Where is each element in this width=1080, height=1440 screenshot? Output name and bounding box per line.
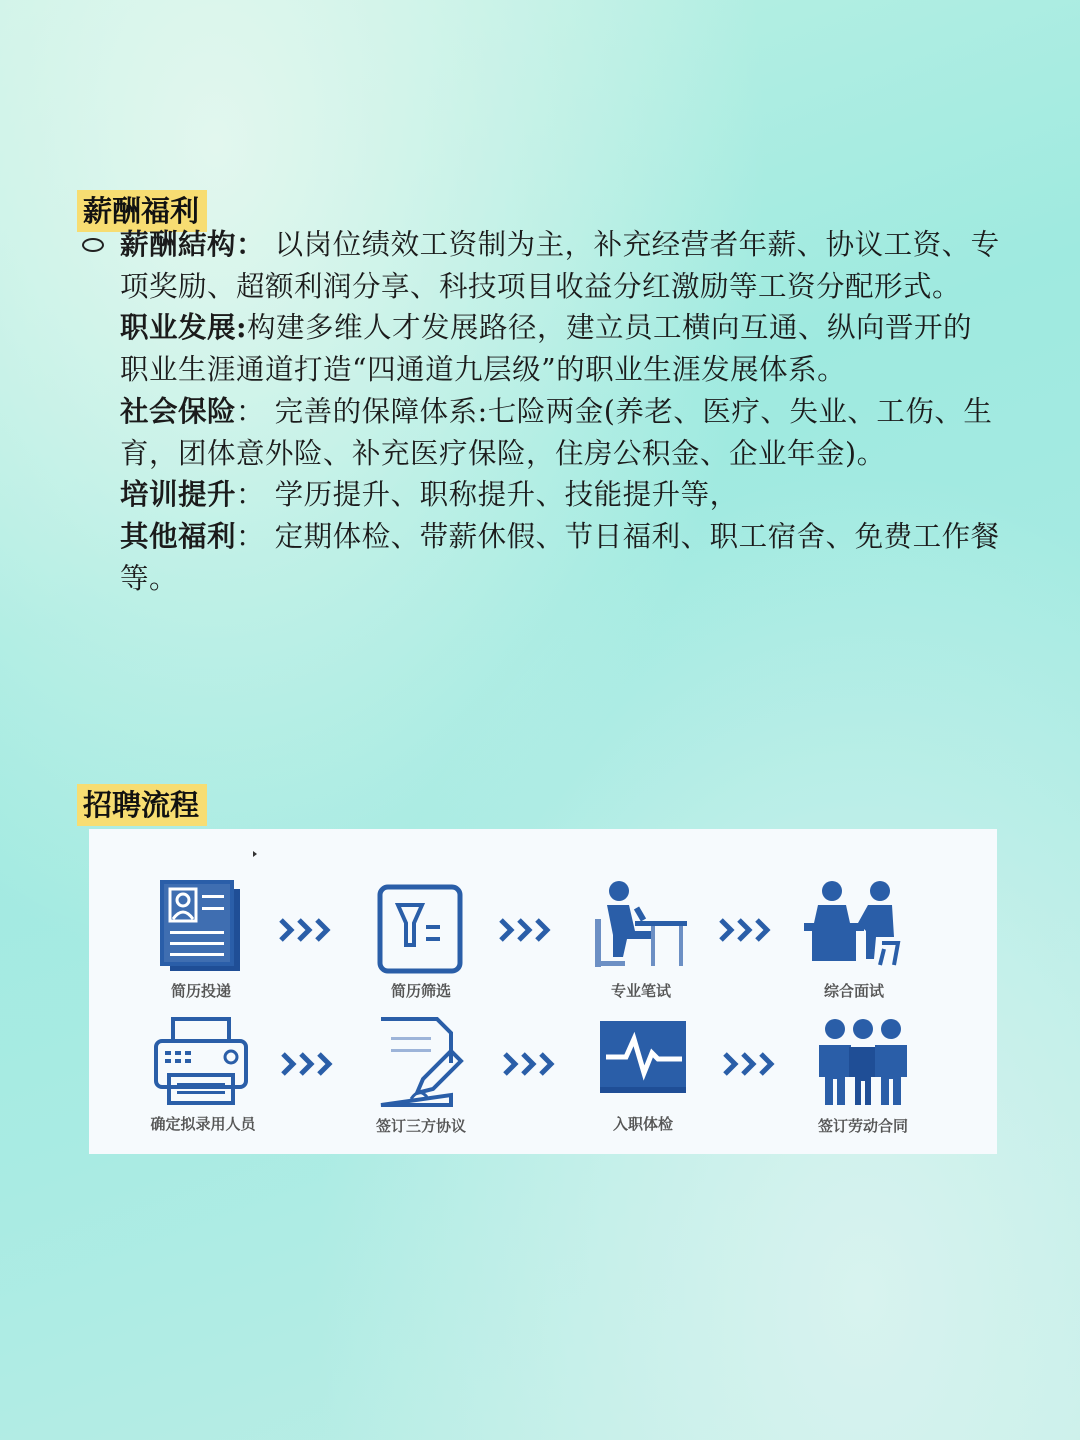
flow-step bbox=[551, 879, 731, 1001]
step-label: 专业笔试 bbox=[610, 982, 671, 1000]
step-label: 入职体检 bbox=[612, 1115, 673, 1133]
process-section-title: 招聘流程 bbox=[77, 784, 207, 826]
benefit-item bbox=[120, 474, 1000, 516]
step-label: 确定拟录用人员 bbox=[150, 1115, 256, 1133]
benefit-text: 学历提升、职称提升、技能提升等， bbox=[274, 478, 739, 512]
benefit-item bbox=[120, 224, 1000, 307]
benefit-separator: ： bbox=[236, 227, 266, 261]
step-label: 综合面试 bbox=[823, 982, 884, 1000]
triple-chevron-icon bbox=[501, 1049, 561, 1079]
benefit-separator: ： bbox=[236, 478, 266, 512]
benefit-separator: ： bbox=[236, 394, 266, 428]
triple-chevron-icon bbox=[277, 915, 337, 945]
resume-icon bbox=[156, 879, 246, 974]
benefit-separator: ： bbox=[236, 519, 266, 553]
flow-step bbox=[764, 879, 944, 1001]
benefit-text: 以岗位绩效工资制为主，补充经营者年薪、协议工资、专项奖励、超额利润分享、科技项目收益分红激励等工资分配形式。 bbox=[120, 228, 1000, 303]
document-filter-icon bbox=[376, 879, 466, 974]
benefit-label: 其他福利 bbox=[120, 518, 237, 553]
printer-icon bbox=[153, 1017, 253, 1107]
benefit-label: 社会保险 bbox=[120, 393, 237, 428]
flow-step bbox=[331, 879, 511, 1001]
benefits-list bbox=[120, 224, 1000, 599]
small-marker-icon bbox=[253, 851, 257, 857]
health-monitor-icon bbox=[598, 1017, 688, 1107]
written-test-icon bbox=[591, 879, 691, 974]
benefit-label: 职业发展 bbox=[120, 310, 237, 345]
flow-step bbox=[111, 879, 291, 1001]
step-label: 简历投递 bbox=[170, 982, 231, 1000]
flow-step bbox=[113, 1017, 293, 1134]
step-label: 签订三方协议 bbox=[375, 1117, 466, 1135]
benefit-text: 构建多维人才发展路径，建立员工横向互通、纵向晋开的职业生涯通道打造“四通道九层级”的职业生涯发展体系。 bbox=[120, 311, 973, 387]
step-label: 简历筛选 bbox=[390, 982, 451, 1000]
flow-step bbox=[773, 1017, 953, 1136]
benefit-item bbox=[120, 516, 1000, 599]
team-icon bbox=[815, 1017, 911, 1109]
flow-step bbox=[553, 1017, 733, 1134]
triple-chevron-icon bbox=[497, 915, 557, 945]
benefit-text: 定期体检、带薪休假、节日福利、职工宿舍、免费工作餐等。 bbox=[120, 519, 1000, 595]
sign-document-icon bbox=[375, 1017, 467, 1109]
benefit-text: 完善的保障体系:七险两金(养老、医疗、失业、工伤、生育，团体意外险、补充医疗保险，住房公积金、企业年金)。 bbox=[120, 394, 993, 470]
benefit-item bbox=[120, 391, 1000, 474]
benefits-section-title: 薪酬福利 bbox=[77, 190, 207, 232]
flow-step bbox=[331, 1017, 511, 1136]
circle-bullet-icon bbox=[82, 238, 104, 252]
recruitment-flow-image bbox=[89, 829, 997, 1154]
step-label: 签订劳动合同 bbox=[817, 1117, 908, 1135]
benefit-label: 薪酬結构 bbox=[120, 227, 237, 261]
benefit-separator: : bbox=[236, 310, 248, 345]
interview-icon bbox=[802, 879, 906, 974]
benefit-label: 培训提升 bbox=[120, 477, 237, 512]
triple-chevron-icon bbox=[279, 1049, 339, 1079]
triple-chevron-icon bbox=[721, 1049, 781, 1079]
benefit-item bbox=[120, 307, 1000, 390]
